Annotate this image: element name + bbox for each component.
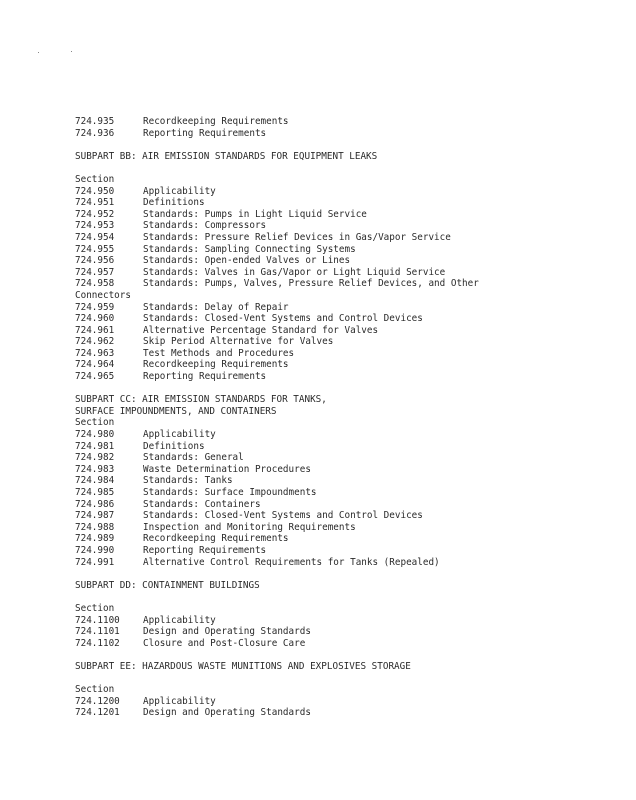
toc-entry	[75, 499, 615, 511]
subpart-ee	[75, 661, 615, 719]
section-number: 724.936	[75, 127, 115, 139]
toc-entry	[75, 707, 615, 719]
section-label: Section	[75, 417, 115, 429]
section-number: 724.964	[75, 359, 115, 371]
toc-entry	[75, 638, 615, 650]
toc-entry	[75, 267, 615, 279]
section-title: Definitions	[143, 440, 205, 452]
section-title: Design and Operating Standards	[143, 707, 311, 719]
toc-entry	[75, 348, 615, 360]
section-number: 724.953	[75, 220, 115, 232]
toc-entry	[75, 452, 615, 464]
toc-entry	[75, 278, 615, 290]
toc-entry	[75, 475, 615, 487]
section-title: Standards: Tanks	[143, 475, 233, 487]
section-title: Standards: Pressure Relief Devices in Gas/Vapor Service	[143, 231, 451, 243]
section-title: Waste Determination Procedures	[143, 463, 311, 475]
toc-entry	[75, 232, 615, 244]
section-title: Applicability	[143, 695, 216, 707]
toc-entry	[75, 116, 615, 128]
scan-speck	[71, 51, 72, 52]
toc-entry	[75, 244, 615, 256]
section-title: Standards: Closed-Vent Systems and Control Devices	[143, 313, 423, 325]
section-title: Reporting Requirements	[143, 544, 267, 556]
section-number: 724.950	[75, 185, 115, 197]
section-title: Standards: General	[143, 452, 244, 464]
subpart-heading: SUBPART DD: CONTAINMENT BUILDINGS	[75, 579, 260, 591]
toc-entry	[75, 545, 615, 557]
section-title: Standards: Surface Impoundments	[143, 487, 317, 498]
section-number: 724.1100	[75, 614, 120, 626]
toc-entry	[75, 464, 615, 476]
toc-entry	[75, 209, 615, 221]
section-title: Skip Period Alternative for Valves	[143, 336, 334, 348]
section-title: Design and Operating Standards	[143, 626, 311, 638]
toc-entry	[75, 255, 615, 267]
section-title: Recordkeeping Requirements	[143, 359, 289, 371]
section-number: 724.986	[75, 498, 115, 510]
title-continuation: Connectors	[75, 289, 131, 301]
section-title: Standards: Containers	[143, 498, 261, 510]
toc-entry	[75, 522, 615, 534]
intro-entries	[75, 116, 615, 139]
toc-entry	[75, 510, 615, 522]
section-number: 724.960	[75, 313, 115, 325]
section-number: 724.955	[75, 243, 115, 255]
section-title: Inspection and Monitoring Requirements	[143, 521, 356, 533]
toc-entry	[75, 371, 615, 383]
section-number: 724.991	[75, 556, 115, 568]
section-title: Applicability	[143, 614, 216, 626]
scan-speck	[38, 52, 39, 53]
section-label: Section	[75, 602, 115, 614]
section-title: Definitions	[143, 197, 205, 209]
section-number: 724.952	[75, 208, 115, 220]
section-title: Standards: Open-ended Valves or Lines	[143, 255, 351, 267]
toc-entry	[75, 615, 615, 627]
subpart-heading: SUBPART CC: AIR EMISSION STANDARDS FOR TANKS,	[75, 394, 327, 406]
toc-entry	[75, 336, 615, 348]
section-number: 724.982	[75, 452, 115, 464]
toc-entry	[75, 441, 615, 453]
section-number: 724.963	[75, 347, 115, 359]
section-number: 724.990	[75, 544, 115, 556]
section-number: 724.958	[75, 278, 115, 290]
section-title: Standards: Delay of Repair	[143, 301, 289, 313]
section-number: 724.984	[75, 475, 115, 487]
section-title: Reporting Requirements	[143, 371, 267, 383]
section-title: Test Methods and Procedures	[143, 347, 295, 359]
section-number: 724.987	[75, 510, 115, 522]
toc-entry	[75, 359, 615, 371]
toc-entry	[75, 533, 615, 545]
section-number: 724.989	[75, 533, 115, 545]
section-number: 724.988	[75, 521, 115, 533]
toc-entry	[75, 220, 615, 232]
section-title: Alternative Control Requirements for Tanks (Repealed)	[143, 556, 440, 568]
section-label: Section	[75, 684, 115, 696]
toc-entry	[75, 128, 615, 140]
toc-entry	[75, 557, 615, 569]
section-title: Applicability	[143, 185, 216, 197]
section-number: 724.957	[75, 266, 115, 278]
section-number: 724.965	[75, 371, 115, 383]
section-number: 724.935	[75, 116, 115, 127]
subpart-heading: SUBPART BB: AIR EMISSION STANDARDS FOR EQUIPMENT LEAKS	[75, 150, 378, 162]
toc-entry	[75, 197, 615, 209]
toc-entry	[75, 302, 615, 314]
section-title: Recordkeeping Requirements	[143, 533, 289, 545]
section-number: 724.1201	[75, 707, 120, 719]
section-number: 724.985	[75, 487, 115, 498]
toc-entry	[75, 487, 615, 499]
toc-entry	[75, 186, 615, 198]
section-number: 724.959	[75, 301, 115, 313]
toc-entry	[75, 626, 615, 638]
section-title: Reporting Requirements	[143, 127, 267, 139]
section-number: 724.1101	[75, 626, 120, 638]
section-number: 724.980	[75, 429, 115, 441]
section-title: Closure and Post-Closure Care	[143, 637, 306, 649]
section-title: Standards: Pumps in Light Liquid Service	[143, 208, 367, 220]
section-title: Standards: Pumps, Valves, Pressure Relief Devices, and Other	[143, 278, 479, 290]
section-number: 724.983	[75, 463, 115, 475]
subpart-heading-continuation: SURFACE IMPOUNDMENTS, AND CONTAINERS	[75, 405, 277, 417]
toc-entry	[75, 696, 615, 708]
section-number: 724.961	[75, 324, 115, 336]
section-number: 724.962	[75, 336, 115, 348]
section-number: 724.956	[75, 255, 115, 267]
toc-entry	[75, 325, 615, 337]
section-number: 724.954	[75, 231, 115, 243]
subpart-cc	[75, 394, 615, 568]
section-number: 724.1102	[75, 637, 120, 649]
section-number: 724.951	[75, 197, 115, 209]
section-title: Standards: Sampling Connecting Systems	[143, 243, 356, 255]
section-title: Standards: Closed-Vent Systems and Control Devices	[143, 510, 423, 522]
section-title: Standards: Valves in Gas/Vapor or Light Liquid Service	[143, 266, 446, 278]
section-number: 724.981	[75, 440, 115, 452]
section-title: Standards: Compressors	[143, 220, 267, 232]
section-title: Recordkeeping Requirements	[143, 116, 289, 127]
subpart-heading: SUBPART EE: HAZARDOUS WASTE MUNITIONS AND EXPLOSIVES STORAGE	[75, 660, 411, 672]
subpart-dd	[75, 580, 615, 650]
toc-entry	[75, 313, 615, 325]
section-number: 724.1200	[75, 695, 120, 707]
section-label: Section	[75, 173, 115, 185]
table-of-contents	[75, 116, 615, 719]
section-title: Alternative Percentage Standard for Valves	[143, 324, 379, 336]
section-title: Applicability	[143, 429, 216, 441]
subpart-bb	[75, 151, 615, 383]
toc-entry	[75, 429, 615, 441]
